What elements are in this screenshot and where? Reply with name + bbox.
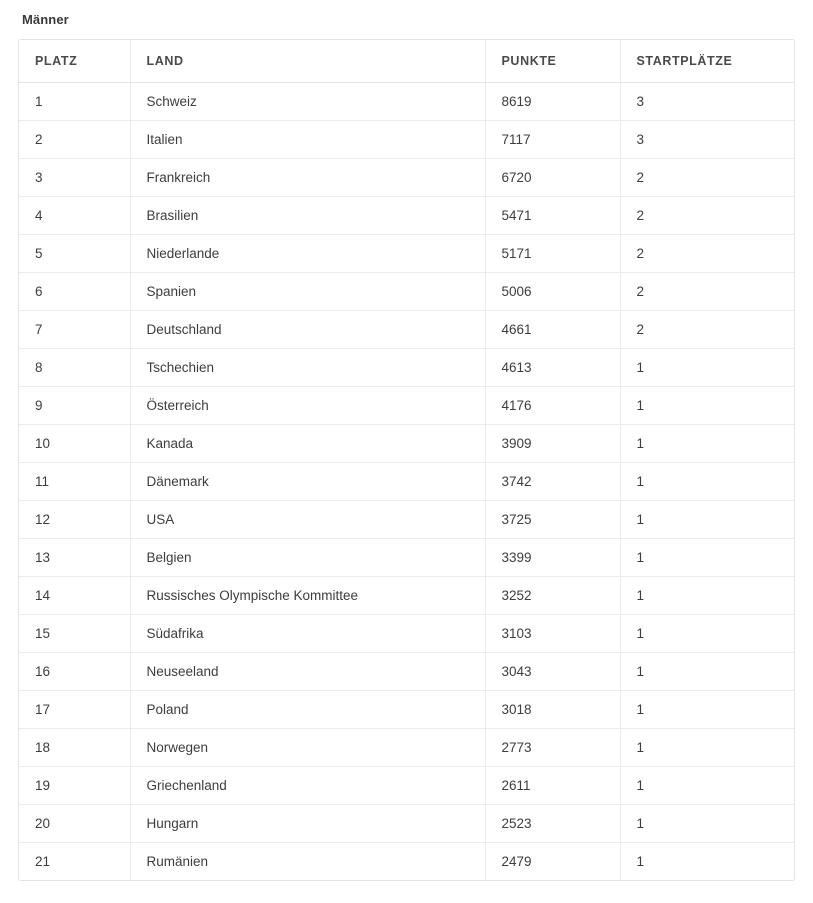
cell-slots: 1 — [620, 653, 795, 691]
table-header — [19, 40, 795, 83]
table-row — [19, 767, 795, 805]
table-row — [19, 805, 795, 843]
table-row — [19, 577, 795, 615]
cell-slots: 1 — [620, 729, 795, 767]
table-row — [19, 501, 795, 539]
table-row — [19, 463, 795, 501]
cell-country: Niederlande — [130, 235, 485, 273]
cell-slots: 2 — [620, 273, 795, 311]
cell-country: Frankreich — [130, 159, 485, 197]
cell-country: Norwegen — [130, 729, 485, 767]
cell-country: Neuseeland — [130, 653, 485, 691]
ranking-table — [19, 40, 795, 880]
cell-country: Belgien — [130, 539, 485, 577]
cell-slots: 1 — [620, 349, 795, 387]
cell-rank: 10 — [19, 425, 130, 463]
column-header-points: PUNKTE — [485, 40, 620, 83]
cell-points: 2773 — [485, 729, 620, 767]
cell-country: Dänemark — [130, 463, 485, 501]
table-row — [19, 83, 795, 121]
cell-rank: 16 — [19, 653, 130, 691]
cell-rank: 6 — [19, 273, 130, 311]
cell-slots: 1 — [620, 387, 795, 425]
cell-rank: 13 — [19, 539, 130, 577]
table-row — [19, 843, 795, 881]
table-row — [19, 387, 795, 425]
cell-rank: 17 — [19, 691, 130, 729]
cell-points: 2479 — [485, 843, 620, 881]
table-row — [19, 425, 795, 463]
cell-rank: 21 — [19, 843, 130, 881]
cell-slots: 1 — [620, 577, 795, 615]
cell-slots: 2 — [620, 159, 795, 197]
table-row — [19, 121, 795, 159]
column-header-slots: STARTPLÄTZE — [620, 40, 795, 83]
table-row — [19, 615, 795, 653]
cell-rank: 20 — [19, 805, 130, 843]
cell-points: 2611 — [485, 767, 620, 805]
cell-rank: 9 — [19, 387, 130, 425]
cell-rank: 3 — [19, 159, 130, 197]
cell-country: Rumänien — [130, 843, 485, 881]
cell-points: 2523 — [485, 805, 620, 843]
cell-points: 3043 — [485, 653, 620, 691]
table-row — [19, 729, 795, 767]
table-row — [19, 197, 795, 235]
cell-country: Brasilien — [130, 197, 485, 235]
cell-slots: 1 — [620, 425, 795, 463]
cell-country: Kanada — [130, 425, 485, 463]
cell-points: 3252 — [485, 577, 620, 615]
table-row — [19, 311, 795, 349]
table-row — [19, 159, 795, 197]
cell-rank: 11 — [19, 463, 130, 501]
cell-points: 7117 — [485, 121, 620, 159]
cell-slots: 1 — [620, 805, 795, 843]
cell-rank: 5 — [19, 235, 130, 273]
cell-points: 4661 — [485, 311, 620, 349]
cell-country: Tschechien — [130, 349, 485, 387]
cell-rank: 7 — [19, 311, 130, 349]
cell-rank: 4 — [19, 197, 130, 235]
table-row — [19, 349, 795, 387]
cell-rank: 19 — [19, 767, 130, 805]
table-row — [19, 273, 795, 311]
cell-slots: 2 — [620, 235, 795, 273]
cell-country: Österreich — [130, 387, 485, 425]
cell-slots: 1 — [620, 539, 795, 577]
cell-country: Deutschland — [130, 311, 485, 349]
cell-rank: 8 — [19, 349, 130, 387]
cell-points: 5171 — [485, 235, 620, 273]
page-title: Männer — [22, 12, 69, 27]
cell-slots: 3 — [620, 83, 795, 121]
cell-slots: 1 — [620, 767, 795, 805]
cell-points: 6720 — [485, 159, 620, 197]
cell-rank: 14 — [19, 577, 130, 615]
cell-slots: 1 — [620, 615, 795, 653]
cell-points: 5006 — [485, 273, 620, 311]
cell-rank: 2 — [19, 121, 130, 159]
cell-country: Hungarn — [130, 805, 485, 843]
cell-slots: 1 — [620, 501, 795, 539]
cell-country: Spanien — [130, 273, 485, 311]
cell-country: Russisches Olympische Kommittee — [130, 577, 485, 615]
cell-points: 5471 — [485, 197, 620, 235]
cell-rank: 15 — [19, 615, 130, 653]
table-row — [19, 539, 795, 577]
cell-rank: 18 — [19, 729, 130, 767]
cell-country: Griechenland — [130, 767, 485, 805]
cell-rank: 1 — [19, 83, 130, 121]
column-header-country: LAND — [130, 40, 485, 83]
cell-points: 3742 — [485, 463, 620, 501]
cell-slots: 3 — [620, 121, 795, 159]
cell-points: 4613 — [485, 349, 620, 387]
cell-country: USA — [130, 501, 485, 539]
cell-points: 8619 — [485, 83, 620, 121]
table-row — [19, 653, 795, 691]
column-header-rank: PLATZ — [19, 40, 130, 83]
cell-points: 3103 — [485, 615, 620, 653]
cell-points: 3018 — [485, 691, 620, 729]
cell-country: Italien — [130, 121, 485, 159]
cell-slots: 2 — [620, 197, 795, 235]
cell-slots: 1 — [636, 854, 645, 869]
cell-country: Poland — [130, 691, 485, 729]
cell-points: 4176 — [485, 387, 620, 425]
ranking-table-container — [18, 39, 795, 881]
table-row — [19, 691, 795, 729]
table-header-row — [19, 40, 795, 83]
cell-points: 3909 — [485, 425, 620, 463]
cell-points: 3725 — [485, 501, 620, 539]
cell-slots: 1 — [620, 691, 795, 729]
cell-rank: 12 — [19, 501, 130, 539]
cell-country: Südafrika — [130, 615, 485, 653]
cell-points: 3399 — [485, 539, 620, 577]
cell-slots: 2 — [620, 311, 795, 349]
table-row — [19, 235, 795, 273]
table-body — [19, 83, 795, 881]
cell-slots: 1 — [620, 463, 795, 501]
cell-country: Schweiz — [130, 83, 485, 121]
